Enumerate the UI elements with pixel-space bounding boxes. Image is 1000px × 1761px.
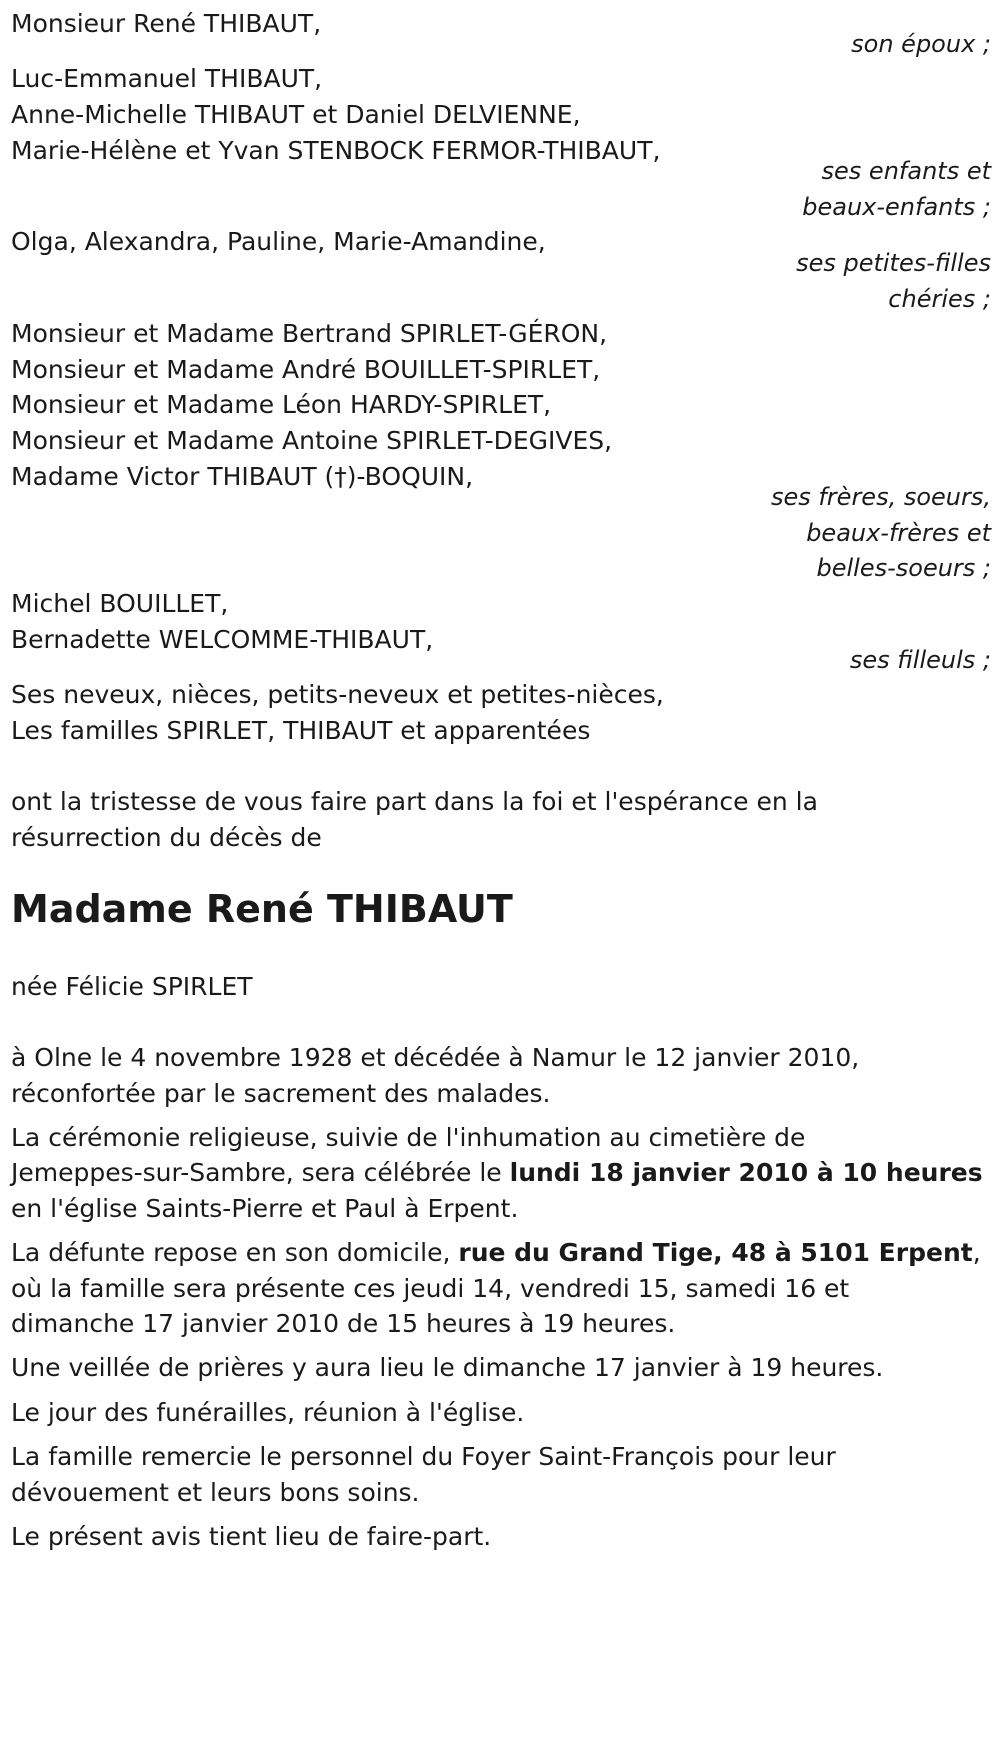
siblings-role: belles-soeurs ; [816,554,991,582]
granddaughters-names: Olga, Alexandra, Pauline, Marie-Amandine, [11,227,546,256]
repose-line [11,1235,981,1271]
repose-line: où la famille sera présente ces jeudi 14, vendredi 15, samedi 16 et [11,1274,850,1303]
funeral-meeting-line: Le jour des funérailles, réunion à l'église. [11,1398,525,1427]
ceremony-date: lundi 18 janvier 2010 à 10 heures [509,1158,983,1187]
announcement-line: ont la tristesse de vous faire part dans la foi et l'espérance en la [11,787,818,816]
repose-line: dimanche 17 janvier 2010 de 15 heures à 19 heures. [11,1309,676,1338]
sibling-name: Monsieur et Madame Antoine SPIRLET-DEGIVES, [11,426,613,455]
godchild-name: Bernadette WELCOMME-THIBAUT, [11,625,434,654]
granddaughters-role: ses petites-filles [796,249,991,277]
godchild-name: Michel BOUILLET, [11,589,229,618]
birth-death-line: à Olne le 4 novembre 1928 et décédée à Namur le 12 janvier 2010, [11,1043,860,1072]
birth-name: née Félicie SPIRLET [11,972,253,1001]
sibling-name: Madame Victor THIBAUT (†)-BOQUIN, [11,462,474,491]
sibling-name: Monsieur et Madame André BOUILLET-SPIRLET, [11,355,601,384]
vigil-line: Une veillée de prières y aura lieu le dimanche 17 janvier à 19 heures. [11,1353,884,1382]
child-name: Marie-Hélène et Yvan STENBOCK FERMOR-THIBAUT, [11,136,661,165]
child-name: Anne-Michelle THIBAUT et Daniel DELVIENNE, [11,100,581,129]
ceremony-line: en l'église Saints-Pierre et Paul à Erpent. [11,1194,519,1223]
children-role: ses enfants et [821,157,991,185]
granddaughters-role: chéries ; [888,285,991,313]
siblings-role: beaux-frères et [806,519,991,547]
extended-family-line: Les familles SPIRLET, THIBAUT et apparentées [11,716,591,745]
repose-address: rue du Grand Tige, 48 à 5101 Erpent [458,1238,973,1267]
spouse-role: son époux ; [851,30,991,58]
birth-death-line: réconfortée par le sacrement des malades. [11,1079,551,1108]
sibling-name: Monsieur et Madame Léon HARDY-SPIRLET, [11,390,552,419]
deceased-name: Madame René THIBAUT [11,887,513,931]
repose-text: , [972,1238,981,1267]
repose-text: La défunte repose en son domicile, [11,1238,459,1267]
ceremony-line [11,1155,983,1191]
children-role: beaux-enfants ; [802,193,991,221]
thanks-line: dévouement et leurs bons soins. [11,1478,420,1507]
ceremony-line: La cérémonie religieuse, suivie de l'inhumation au cimetière de [11,1123,806,1152]
announcement-line: résurrection du décès de [11,823,322,852]
godchildren-role: ses filleuls ; [849,646,991,674]
thanks-line: La famille remercie le personnel du Foyer Saint-François pour leur [11,1442,836,1471]
notice-line: Le présent avis tient lieu de faire-part. [11,1522,492,1551]
spouse-name: Monsieur René THIBAUT, [11,9,322,38]
siblings-role: ses frères, soeurs, [770,483,991,511]
child-name: Luc-Emmanuel THIBAUT, [11,64,323,93]
extended-family-line: Ses neveux, nièces, petits-neveux et petites-nièces, [11,680,664,709]
ceremony-text: Jemeppes-sur-Sambre, sera célébrée le [11,1158,510,1187]
sibling-name: Monsieur et Madame Bertrand SPIRLET-GÉRON, [11,319,608,348]
